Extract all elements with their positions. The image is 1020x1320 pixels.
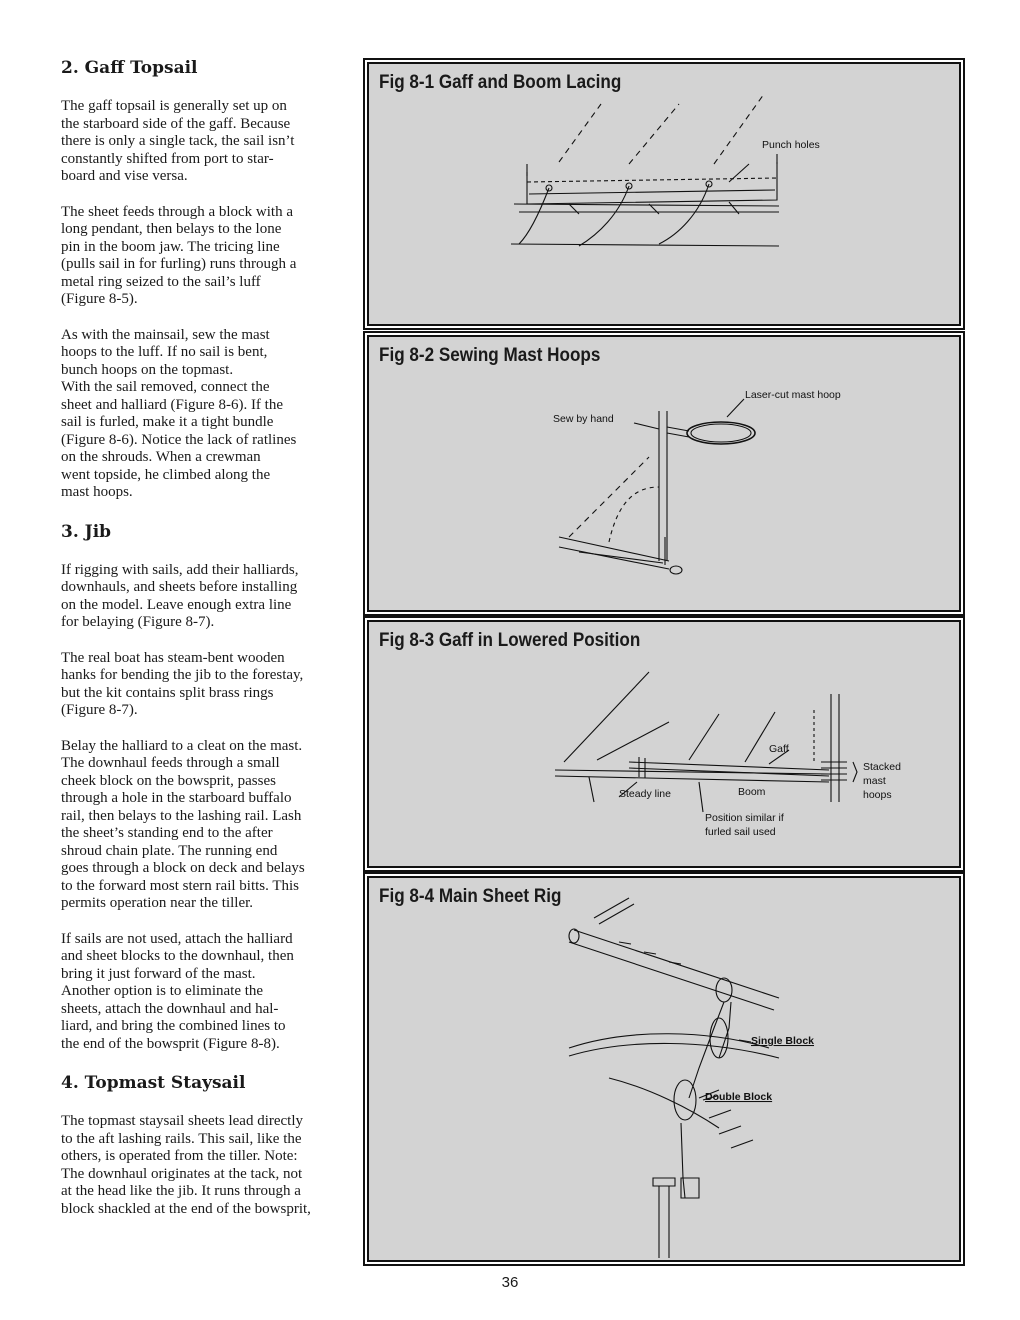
section-heading-gaff-topsail: 2. Gaff Topsail [61, 58, 198, 78]
section-heading-topmast-staysail: 4. Topmast Staysail [61, 1073, 246, 1093]
figure-title: Fig 8-2 Sewing Mast Hoops [379, 345, 601, 366]
figure-main-sheet-rig [367, 876, 961, 1262]
section-heading-jib: 3. Jib [61, 521, 112, 542]
figure-gaff-lowered [367, 620, 961, 868]
label-single-block: Single Block [751, 1035, 815, 1047]
paragraph: The sheet feeds through a block with a long pendant, then belays to the lone pin in the boom jaw. The tricing line (pulls sail in for furling) runs through a metal ring seized to the sail’s luff (Figure 8-5). [61, 203, 297, 307]
figure-sewing-mast-hoops [367, 335, 961, 612]
label-stacked: Stacked [863, 761, 901, 773]
label-steady-line: Steady line [619, 788, 671, 800]
paragraph: If sails are not used, attach the halliard and sheet blocks to the downhaul, then bring it just forward of the mast. Another option is to eliminate the sheets, attach the downhaul and hal- liard, and bring the combined lines to the end of the bowsprit (Figure 8-8). [61, 930, 294, 1052]
figure-gaff-boom-lacing [367, 62, 961, 326]
label-punch-holes: Punch holes [762, 139, 820, 151]
paragraph: The real boat has steam-bent wooden hanks for bending the jib to the forestay, but the kit contains split brass rings (Figure 8-7). [61, 649, 304, 718]
label-double-block: Double Block [705, 1091, 773, 1103]
paragraph: The topmast staysail sheets lead directly to the aft lashing rails. This sail, like the others, is operated from the tiller. Note: The downhaul originates at the tack, not at the head like the jib. It runs through a block shackled at the end of the bowsprit, [61, 1113, 311, 1217]
label-mast: mast [863, 775, 886, 787]
mast-hoop-illustration [369, 337, 959, 610]
label-position-line2: furled sail used [705, 826, 776, 838]
page-number: 36 [501, 1274, 519, 1291]
label-hoops: hoops [863, 789, 892, 801]
figure-title: Fig 8-1 Gaff and Boom Lacing [379, 72, 622, 93]
label-boom: Boom [738, 786, 766, 798]
gaff-lowered-illustration [369, 622, 959, 866]
label-position-line1: Position similar if [705, 812, 784, 824]
figure-title: Fig 8-4 Main Sheet Rig [379, 886, 562, 907]
gaff-lacing-illustration [369, 64, 959, 324]
label-sew-by-hand: Sew by hand [553, 413, 614, 425]
figure-title: Fig 8-3 Gaff in Lowered Position [379, 630, 641, 651]
paragraph: If rigging with sails, add their halliards, downhauls, and sheets before installing on the model. Leave enough extra line for belaying (Figure 8-7). [61, 561, 299, 630]
label-laser-cut-mast-hoop: Laser-cut mast hoop [745, 389, 841, 401]
body-text-column [61, 56, 351, 1218]
label-gaff: Gaff [769, 743, 789, 755]
main-sheet-rig-illustration [369, 878, 959, 1260]
paragraph: As with the mainsail, sew the mast hoops to the luff. If no sail is bent, bunch hoops on the topmast. With the sail removed, connect the sheet and halliard (Figure 8-6). If the sail is furled, make it a tight bundle (Figure 8-6). Notice the lack of ratlines on the shrouds. When a crewman went topside, he climbed along the mast hoops. [61, 326, 297, 500]
paragraph: Belay the halliard to a cleat on the mast. The downhaul feeds through a small cheek block on the bowsprit, passes through a hole in the starboard buffalo rail, then belays to the lashing rail. Lash the sheet’s standing end to the after shroud chain plate. The running end goes through a block on deck and belays to the forward most stern rail bitts. This permits operation near the tiller. [61, 737, 305, 911]
paragraph: The gaff topsail is generally set up on the starboard side of the gaff. Because there is only a single tack, the sail isn’t constantly shifted from port to star- board and vise versa. [61, 98, 295, 184]
